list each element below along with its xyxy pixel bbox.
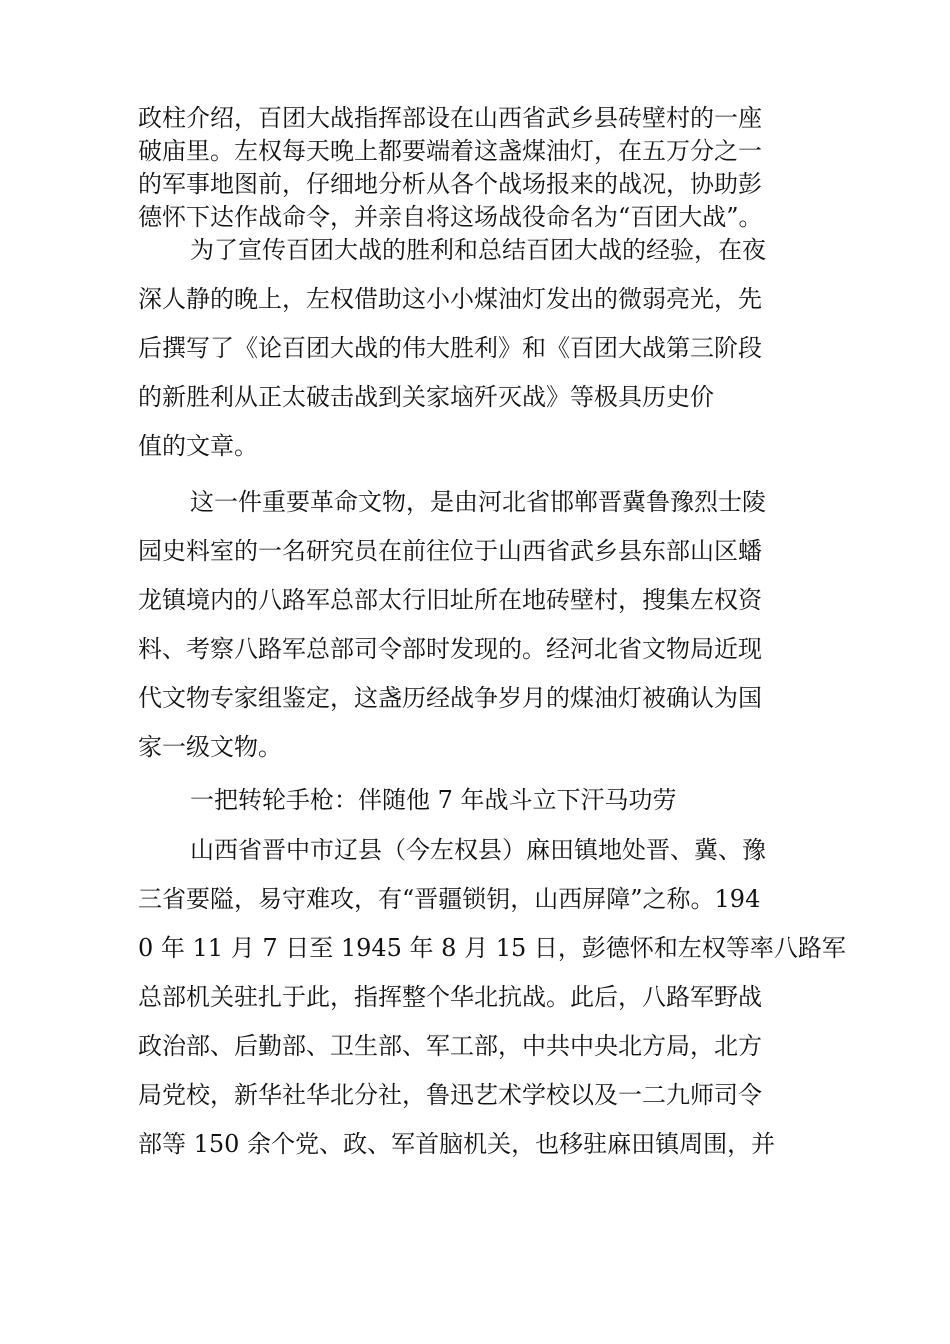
text-line: 政柱介绍，百团大战指挥部设在山西省武乡县砖壁村的一座 (138, 104, 762, 132)
text-line: 园史料室的一名研究员在前往位于山西省武乡县东部山区蟠 (138, 537, 762, 565)
text-line: 山西省晋中市辽县（今左权县）麻田镇地处晋、冀、豫 (190, 836, 766, 864)
text-line: 龙镇境内的八路军总部太行旧址所在地砖壁村，搜集左权资 (138, 586, 762, 614)
text-line: 总部机关驻扎于此，指挥整个华北抗战。此后，八路军野战 (138, 983, 762, 1011)
text-line: 为了宣传百团大战的胜利和总结百团大战的经验，在夜 (190, 236, 766, 264)
text-line: 的新胜利从正太破击战到关家垴歼灭战》等极具历史价 (138, 383, 714, 411)
section-heading: 一把转轮手枪：伴随他 7 年战斗立下汗马功劳 (190, 786, 677, 814)
paragraph-writings (138, 226, 828, 471)
paragraph-discovery (138, 478, 828, 772)
section-heading-revolver (138, 776, 828, 825)
text-line: 的军事地图前，仔细地分析从各个战场报来的战况，协助彭 (138, 170, 762, 198)
text-line: 三省要隘，易守难攻，有“晋疆锁钥，山西屏障”之称。194 (138, 885, 761, 913)
text-line: 这一件重要革命文物，是由河北省邯郸晋冀鲁豫烈士陵 (190, 488, 766, 516)
text-line: 部等 150 余个党、政、军首脑机关，也移驻麻田镇周围，并 (138, 1130, 776, 1158)
text-line: 家一级文物。 (138, 733, 282, 761)
text-line: 料、考察八路军总部司令部时发现的。经河北省文物局近现 (138, 635, 762, 663)
text-line: 德怀下达作战命令，并亲自将这场战役命名为“百团大战”。 (138, 203, 763, 231)
text-line: 0 年 11 月 7 日至 1945 年 8 月 15 日，彭德怀和左权等率八路军 (138, 934, 846, 962)
paragraph-matian-town (138, 826, 846, 1169)
text-line: 局党校，新华社华北分社，鲁迅艺术学校以及一二九师司令 (138, 1081, 762, 1109)
text-line: 破庙里。左权每天晚上都要端着这盏煤油灯，在五万分之一 (138, 137, 762, 165)
text-line: 值的文章。 (138, 432, 258, 460)
text-line: 后撰写了《论百团大战的伟大胜利》和《百团大战第三阶段 (138, 334, 762, 362)
text-line: 代文物专家组鉴定，这盏历经战争岁月的煤油灯被确认为国 (138, 684, 762, 712)
paragraph-oil-lamp-context (138, 102, 828, 234)
text-line: 政治部、后勤部、卫生部、军工部，中共中央北方局，北方 (138, 1032, 762, 1060)
text-line: 深人静的晚上，左权借助这小小煤油灯发出的微弱亮光，先 (138, 285, 762, 313)
